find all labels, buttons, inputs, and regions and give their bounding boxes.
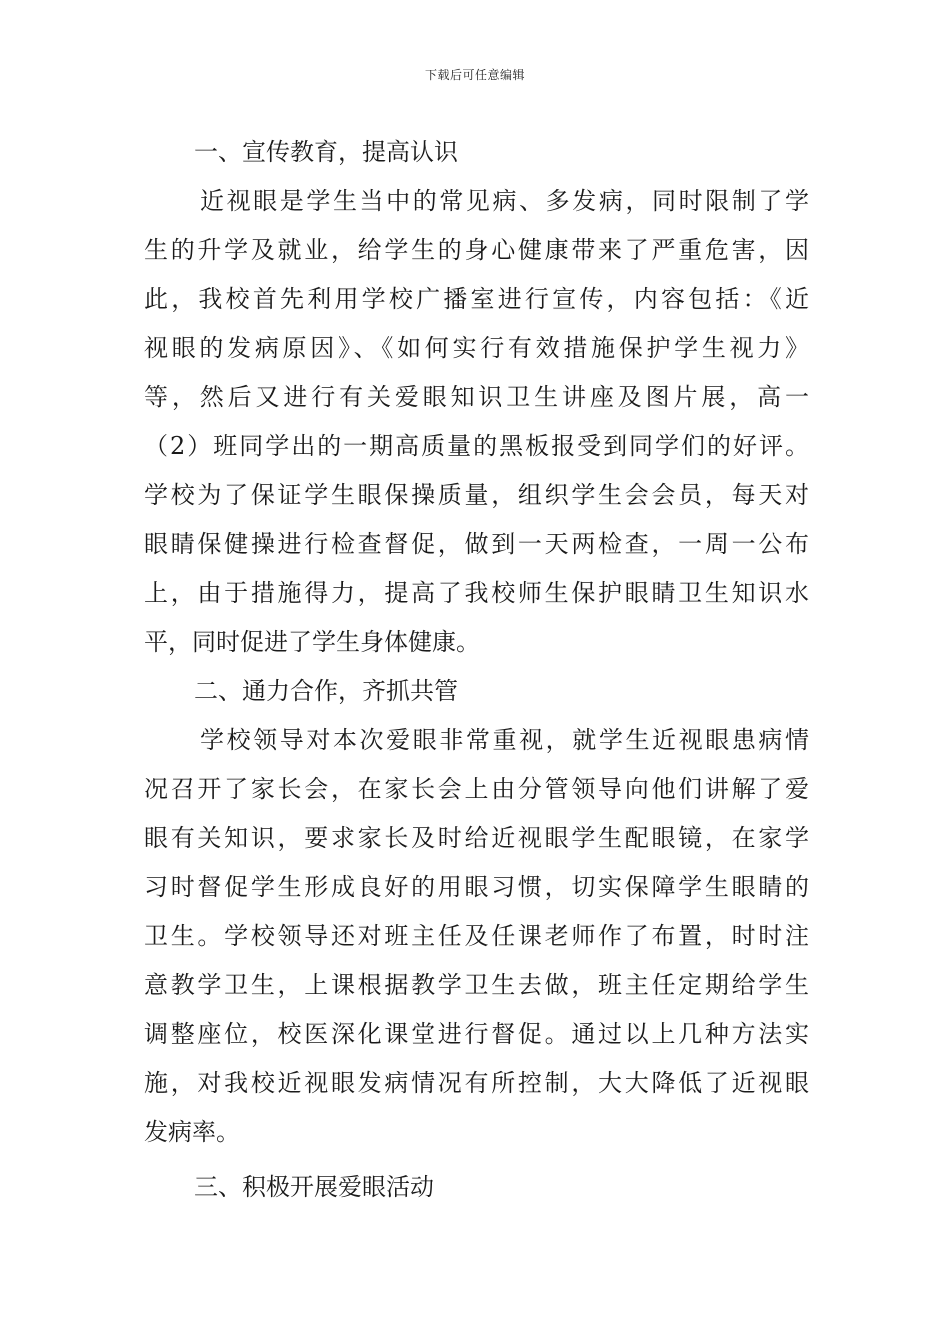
paragraph-line: 发病率。 bbox=[144, 1118, 240, 1146]
paragraph-line: 调整座位，校医深化课堂进行督促。通过以上几种方法实 bbox=[144, 1020, 809, 1048]
paragraph-line: 学校为了保证学生眼保操质量，组织学生会会员，每天对 bbox=[144, 481, 809, 509]
paragraph-line: 况召开了家长会，在家长会上由分管领导向他们讲解了爱 bbox=[144, 775, 809, 803]
paragraph-line: 习时督促学生形成良好的用眼习惯，切实保障学生眼睛的 bbox=[144, 873, 809, 901]
paragraph-line: 生的升学及就业，给学生的身心健康带来了严重危害，因 bbox=[144, 236, 809, 264]
section-heading: 一、宣传教育，提高认识 bbox=[194, 138, 458, 166]
paragraph-line: 等，然后又进行有关爱眼知识卫生讲座及图片展，高一 bbox=[144, 383, 809, 411]
paragraph-line: 学校领导对本次爱眼非常重视，就学生近视眼患病情 bbox=[200, 726, 809, 754]
paragraph-line: （2）班同学出的一期高质量的黑板报受到同学们的好评。 bbox=[144, 432, 809, 460]
section-heading: 三、积极开展爱眼活动 bbox=[194, 1173, 434, 1201]
paragraph-line: 意教学卫生，上课根据教学卫生去做，班主任定期给学生 bbox=[144, 971, 809, 999]
paragraph-line: 上，由于措施得力，提高了我校师生保护眼睛卫生知识水 bbox=[144, 579, 809, 607]
paragraph-line: 施，对我校近视眼发病情况有所控制，大大降低了近视眼 bbox=[144, 1069, 809, 1097]
paragraph-line: 平，同时促进了学生身体健康。 bbox=[144, 628, 480, 656]
paragraph-line: 眼睛保健操进行检查督促，做到一天两检查，一周一公布 bbox=[144, 530, 809, 558]
paragraph-line: 卫生。学校领导还对班主任及任课老师作了布置，时时注 bbox=[144, 922, 809, 950]
page-header: 下载后可任意编辑 bbox=[424, 68, 525, 82]
paragraph-line: 此，我校首先利用学校广播室进行宣传，内容包括：《近 bbox=[144, 285, 809, 313]
section-heading: 二、通力合作，齐抓共管 bbox=[194, 677, 458, 705]
document-body bbox=[144, 128, 809, 1212]
paragraph-line: 眼有关知识，要求家长及时给近视眼学生配眼镜，在家学 bbox=[144, 824, 809, 852]
paragraph-line: 近视眼是学生当中的常见病、多发病，同时限制了学 bbox=[200, 187, 809, 215]
paragraph-line: 视眼的发病原因》、《如何实行有效措施保护学生视力》 bbox=[144, 334, 809, 362]
